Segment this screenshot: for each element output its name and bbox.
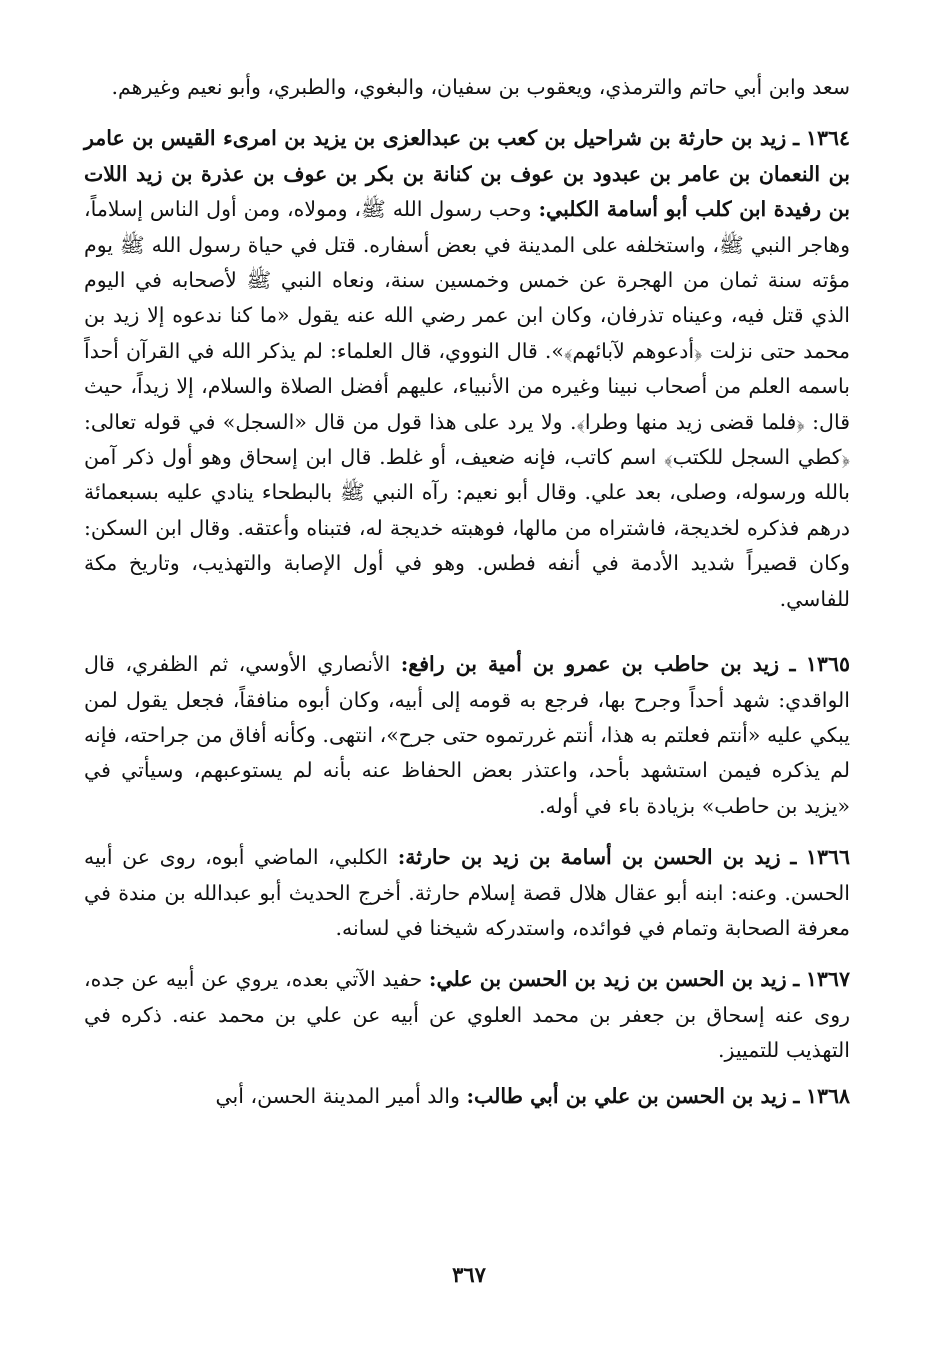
entry-body: الكلبي، الماضي أبوه، روى عن أبيه الحسن. وعنه: ابنه أبو عقال هلال قصة إسلام حارثة. أخرج الحديث أبو عبدالله بن مندة في معرفة الصحابة وتمام في فوائده، واستدركه شيخنا في لسانه.: [84, 845, 850, 940]
entry-number: ١٣٦٥: [805, 652, 850, 677]
entry-heading: زيد بن الحسن بن أسامة بن زيد بن حارثة:: [397, 845, 781, 870]
entry-body: وحب رسول الله ﷺ، ومولاه، ومن أول الناس إسلاماً، وهاجر النبي ﷺ، واستخلفه على المدينة في بعض أسفاره. قتل في حياة رسول الله ﷺ يوم مؤته سنة ثمان من الهجرة عن خمس وخمسين سنة، ونعاه النبي ﷺ لأصحابه في اليوم الذي قتل فيه، وعيناه تذرفان، وكان ابن عمر رضي الله عنه يقول «ما كنا ندعوه إلا زيد بن محمد حتى نزلت ﴿أدعوهم لآبائهم﴾». قال النووي، قال العلماء: لم يذكر الله في القرآن أحداً باسمه العلم من أصحاب نبينا وغيره من الأنبياء، عليهم أفضل الصلاة والسلام، إلا زيداً، حيث قال: ﴿فلما قضى زيد منها وطرا﴾. ولا يرد على هذا قول من قال «السجل» في قوله تعالى: ﴿كطي السجل للكتب﴾ اسم كاتب، فإنه ضعيف، أو غلط. قال ابن إسحاق وهو أول ذكر آمن بالله ورسوله، وصلى، بعد علي. وقال أبو نعيم: رآه النبي ﷺ بالبطحاء ينادي عليه بسبعمائة درهم فذكره لخديجة، فاشتراه من مالها، فوهبته خديجة له، فتبناه وأعتقه. وقال ابن السكن: وكان قصيراً شديد الأدمة في أنفه فطس. وهو في أول الإصابة والتهذيب، وتاريخ مكة للفاسي.: [84, 197, 850, 611]
page-text: [84, 70, 850, 1114]
entry-dash: ـ: [793, 1083, 800, 1108]
entry-heading: زيد بن حارثة بن شراحيل بن كعب بن عبدالعزى بن يزيد بن امرىء القيس بن عامر بن النعمان بن عامر بن عبدود بن عوف بن كنانة بن بكر بن عوف بن عذرة بن زيد اللات بن رفيدة ابن كلب أبو أسامة الكلبي:: [84, 126, 850, 222]
entry-number: ١٣٦٦: [805, 845, 850, 870]
entry-body: الأنصاري الأوسي، ثم الظفري، قال الواقدي: شهد أحداً وجرح بها، فرجع به قومه إلى أبيه، وكان أبوه منافقاً، فجعل يقول لمن يبكي عليه «أنتم فعلتم به هذا، أنتم غررتموه حتى جرح»، انتهى. وكأنه أفاق من جراحته، فإنه لم يذكره فيمن استشهد بأحد، واعتذر بعض الحفاظ عنه بأنه لم يستوعبهم، وسيأتي في «يزيد بن حاطب» بزيادة باء في أوله.: [84, 652, 850, 818]
entry-heading: زيد بن الحسن بن زيد بن الحسن بن علي:: [428, 967, 787, 992]
entry-1365: [84, 647, 850, 824]
entry-1368: [84, 1079, 850, 1114]
entry-number: ١٣٦٧: [805, 967, 850, 992]
entry-number: ١٣٦٤: [805, 126, 850, 151]
entry-heading: زيد بن الحسن بن علي بن أبي طالب:: [466, 1083, 787, 1108]
entry-1366: [84, 840, 850, 946]
entry-dash: ـ: [790, 845, 797, 870]
entry-number: ١٣٦٨: [805, 1083, 850, 1108]
entry-dash: ـ: [789, 652, 796, 677]
entry-1367: [84, 962, 850, 1068]
entry-1364: [84, 121, 850, 617]
entry-dash: ـ: [793, 126, 800, 151]
entry-body: والد أمير المدينة الحسن، أبي: [215, 1083, 460, 1108]
entry-heading: زيد بن حاطب بن عمرو بن أمية بن رافع:: [400, 652, 780, 677]
page-number: ٣٦٧: [452, 1262, 486, 1287]
entry-body: حفيد الآتي بعده، يروي عن أبيه عن جده، روى عنه إسحاق بن جعفر بن محمد العلوي عن أبيه عن علي بن محمد عنه. ذكره في التهذيب للتمييز.: [84, 967, 850, 1063]
continuation-paragraph: سعد وابن أبي حاتم والترمذي، ويعقوب بن سفيان، والبغوي، والطبري، وأبو نعيم وغيرهم.: [111, 75, 850, 99]
entry-dash: ـ: [793, 967, 800, 992]
